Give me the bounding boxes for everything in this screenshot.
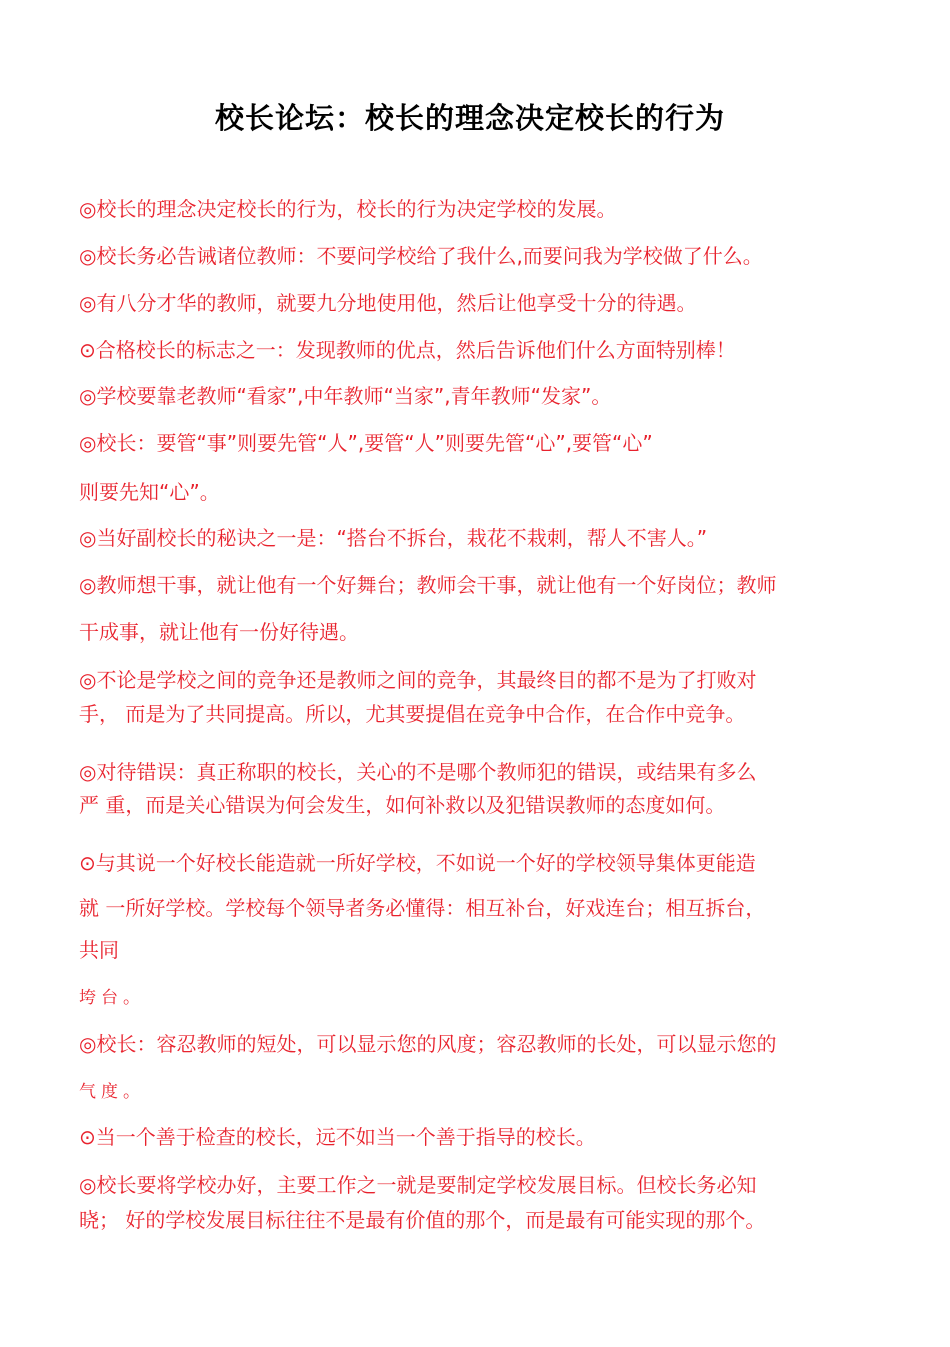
text-line: ◎校长务必告诫诸位教师：不要问学校给了我什么,而要问我为学校做了什么。 — [79, 244, 763, 268]
text-line: 气度。 — [79, 1082, 145, 1102]
text-line: 严 重，而是关心错误为何会发生，如何补救以及犯错误教师的态度如何。 — [79, 793, 726, 817]
text-line: ◎校长：容忍教师的短处，可以显示您的风度；容忍教师的长处，可以显示您的 — [79, 1032, 777, 1056]
text-line: ◎学校要靠老教师“看家”,中年教师“当家”,青年教师“发家”。 — [79, 384, 612, 408]
text-line: ◎校长的理念决定校长的行为，校长的行为决定学校的发展。 — [79, 197, 617, 221]
text-line: ⊙当一个善于检查的校长，远不如当一个善于指导的校长。 — [79, 1125, 596, 1149]
text-line: 共同 — [79, 938, 119, 962]
text-line: 手， 而是为了共同提高。所以，尤其要提倡在竞争中合作，在合作中竞争。 — [79, 702, 746, 726]
text-line: ◎当好副校长的秘诀之一是：“搭台不拆台，栽花不栽刺，帮人不害人。” — [79, 526, 708, 550]
text-line: ◎校长要将学校办好，主要工作之一就是要制定学校发展目标。但校长务必知 — [79, 1173, 757, 1197]
text-line: ◎有八分才华的教师，就要九分地使用他，然后让他享受十分的待遇。 — [79, 291, 697, 315]
text-line: ⊙合格校长的标志之一：发现教师的优点，然后告诉他们什么方面特别棒！ — [79, 338, 736, 362]
text-line: ⊙与其说一个好校长能造就一所好学校，不如说一个好的学校领导集体更能造 — [79, 851, 756, 875]
text-line: ◎教师想干事，就让他有一个好舞台；教师会干事，就让他有一个好岗位；教师 — [79, 573, 777, 597]
page-title: 校长论坛：校长的理念决定校长的行为 — [214, 101, 725, 135]
text-line: 则要先知“心”。 — [79, 480, 220, 504]
text-line: ◎校长：要管“事”则要先管“人”,要管“人”则要先管“心”,要管“心” — [79, 431, 653, 455]
text-line: 晓； 好的学校发展目标往往不是最有价值的那个，而是最有可能实现的那个。 — [79, 1208, 766, 1232]
text-line: 就 一所好学校。学校每个领导者务必懂得：相互补台，好戏连台；相互拆台， — [79, 896, 766, 920]
text-line: ◎不论是学校之间的竞争还是教师之间的竞争，其最终目的都不是为了打败对 — [79, 668, 757, 692]
text-line: 干成事，就让他有一份好待遇。 — [79, 620, 359, 644]
text-line: ◎对待错误：真正称职的校长，关心的不是哪个教师犯的错误，或结果有多么 — [79, 760, 757, 784]
text-line: 垮台。 — [79, 988, 145, 1008]
